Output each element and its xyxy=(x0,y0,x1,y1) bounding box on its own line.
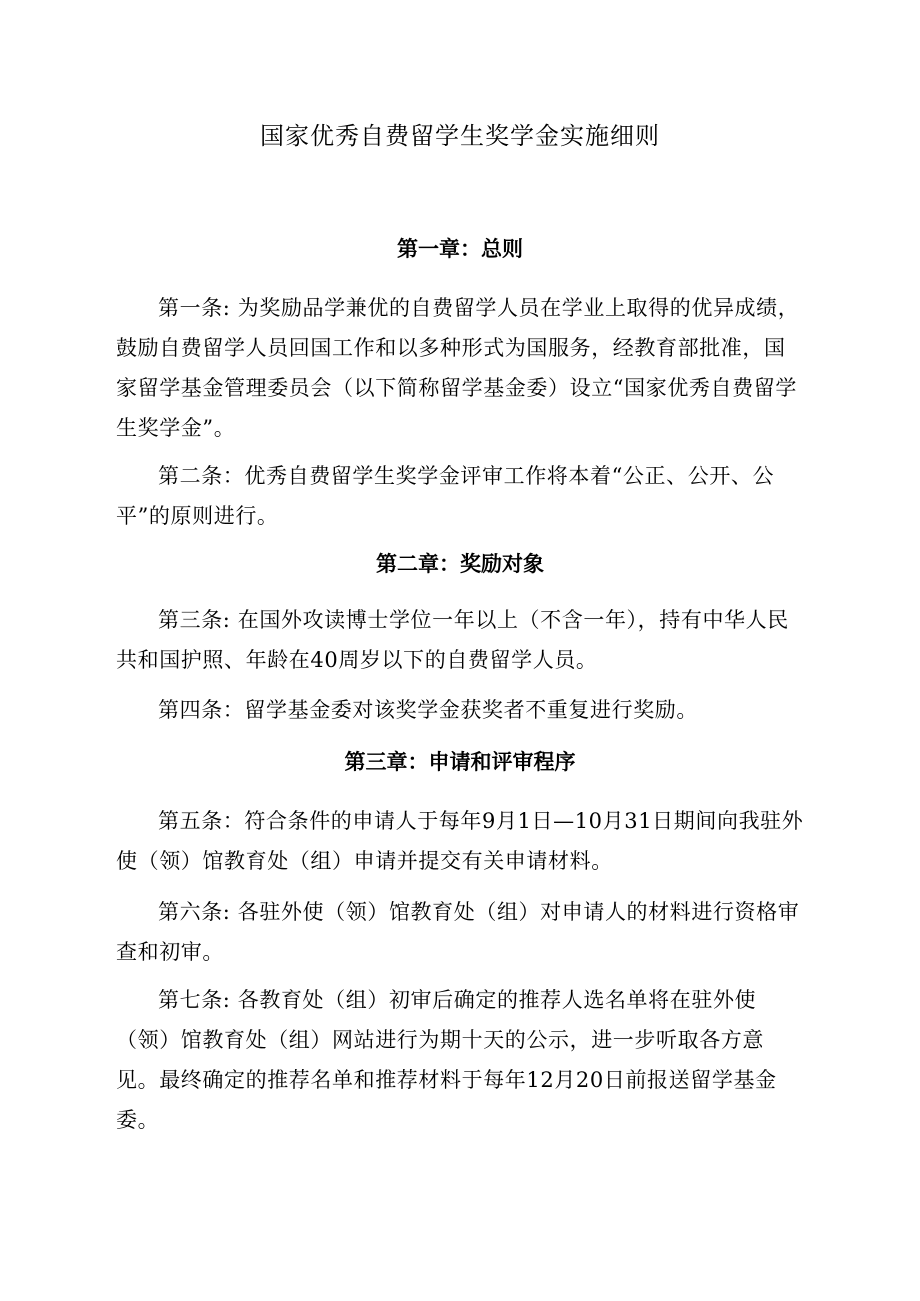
article-3: 第三条: 在国外攻读博士学位一年以上（不含一年），持有中华人民共和国护照、年龄在40周岁以下的自费留学人员。 xyxy=(116,608,789,672)
chapter-heading-3: 第三章：申请和评审程序 xyxy=(344,749,576,774)
article-1: 第一条: 为奖励品学兼优的自费留学人员在学业上取得的优异成绩，鼓励自费留学人员回国工作和以多种形式为国服务，经教育部批准，国家留学基金管理委员会（以下简称留学基金委）设立“国家优秀自费留学生奖学金”。 xyxy=(116,296,800,440)
article-6: 第六条: 各驻外使（领）馆教育处（组）对申请人的材料进行资格审查和初审。 xyxy=(116,900,800,964)
article-7: 第七条: 各教育处（组）初审后确定的推荐人选名单将在驻外使（领）馆教育处（组）网站进行为期十天的公示，进一步听取各方意见。最终确定的推荐名单和推荐材料于每年12月20日前报送留学基金委。 xyxy=(116,988,777,1132)
chapter-heading-1: 第一章：总则 xyxy=(397,236,523,261)
article-4: 第四条：留学基金委对该奖学金获奖者不重复进行奖励。 xyxy=(158,698,698,722)
document-title: 国家优秀自费留学生奖学金实施细则 xyxy=(260,122,660,150)
article-2: 第二条：优秀自费留学生奖学金评审工作将本着“公正、公开、公平”的原则进行。 xyxy=(116,464,775,528)
article-5: 第五条：符合条件的申请人于每年9月1日—10月31日期间向我驻外使（领）馆教育处（组）申请并提交有关申请材料。 xyxy=(116,809,804,873)
chapter-heading-2: 第二章：奖励对象 xyxy=(376,551,544,576)
